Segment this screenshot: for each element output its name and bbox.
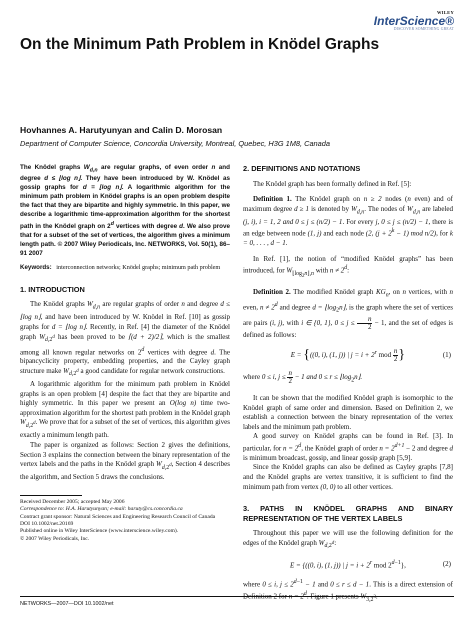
logo-name: InterScience® (373, 14, 454, 28)
defs-paragraph-4: A good survey on Knödel graphs can be found in Ref. [3]. In particular, for $n = 2^d$, the Knödel graph of order $n = 2^{d+1} - 2$ and degree d is minimum broadcast, gossip, and linear gossip graph [5,9]. (243, 432, 453, 462)
footer-rule (20, 596, 454, 597)
keywords: Keywords: interconnection networks; Knödel graphs; minimum path problem (20, 264, 221, 272)
defs-paragraph-5: Since the Knödel graphs can also be defined as Cayley graphs [7,8] and the Knödel graphs are vertex transitive, it is sufficient to find the minimum path from vertex (0, 0) to all other vertices. (243, 463, 453, 491)
equation-1-condition: where 0 ≤ i, j ≤ $\frac{n}{2}$ − 1 and $0 \le r \le ⌊\log_2n⌋$. (243, 368, 363, 385)
wiley-interscience-logo (374, 10, 454, 31)
intro-paragraph-1: The Knödel graphs $W_{d,n}$ are regular graphs of order n and degree d ≤ ⌊log n⌋, and have been introduced by W. Knödel in Ref. [10] as gossip graphs for d = ⌊log n⌋. Recently, in Ref. [4] the diameter of the Knödel graph $W_{d,2^d}$ has been proved to be ⌈(d + 2)/2⌉, which is the smallest among all known regular networks on 2$^d$ vertices with degree d. The bipancyclicity property, embedding properties, and the Cayley graph structure make $W_{d,2^d}$ a good candidate for regular network constructions. (20, 300, 230, 378)
section-heading-introduction: 1. INTRODUCTION (20, 284, 85, 294)
definition-1: Definition 1. The Knödel graph on n ≥ 2 nodes (n even) and of maximum degree d ≥ 1 is denoted by $W_{d,n}$. The nodes of $W_{d,n}$ are labeled (j, i), i = 1, 2 and 0 ≤ j ≤ (n/2) − 1. For every j, 0 ≤ j ≤ (n/2) − 1, there is an edge between node (1, j) and each node (2, $(j + 2^k - 1)$ mod n/2), for k = 0, . . . , d − 1. (243, 195, 454, 248)
paper-title: On the Minimum Path Problem in Knödel Graphs (20, 36, 380, 53)
defs-paragraph-1: The Knödel graph has been formally defined in Ref. [5]: (253, 179, 412, 188)
footnote-divider (20, 495, 82, 496)
section-heading-paths: 3. PATHS IN KNÖDEL GRAPHS AND BINARY REPRESENTATION OF THE VERTEX LABELS (243, 504, 453, 523)
paper-authors: Hovhannes A. Harutyunyan and Calin D. Morosan (20, 125, 223, 135)
logo-tagline: DISCOVER SOMETHING GREAT (393, 27, 454, 31)
page-footer: NETWORKS—2007—DOI 10.1002/net (20, 601, 114, 607)
abstract: The Knödel graphs $W_{d,n}$ are regular graphs, of even order n and degree d ≤ ⌊log n⌋. They have been introduced by W. Knödel as gossip graphs for d = ⌊log n⌋. A logarithmic algorithm for the minimum path problem in Knödel graphs is an open problem despite the fact that they are bipartite and highly symmetric. In this paper, we describe a logarithmic time-approximation algorithm for the shortest path in the Knödel graph on 2$^d$ vertices with degree d. We also prove that for a subset of the set of vertices, the algorithm gives a minimum length path. © 2007 Wiley Periodicals, Inc. NETWORKS, Vol. 50(1), 86–91 2007 (20, 164, 231, 257)
intro-paragraph-3: The paper is organized as follows: Section 2 gives the definitions, Section 3 explains the connection between the binary representation of the vertex labels and the paths in the Knödel graph $W_{d,2^d}$, Section 4 describes the algorithm, and Section 5 draws the conclusions. (20, 441, 230, 482)
paths-paragraph-2: where 0 ≤ i, $j \le 2^{d-1} - 1$ and 0 ≤ r ≤ d − 1. This is a direct extension of Definition 2 for $n = 2^d$. Figure 1 presents $W_{3,2^3}$. (243, 578, 453, 603)
paper-affiliation: Department of Computer Science, Concordia University, Montreal, Quebec, H3G 1M8, Canada (20, 139, 331, 148)
equation-1: E = {((0, i), (1, j)) | $j = i + 2^r$ mod $\frac{n}{2}$ } (1) (290, 346, 451, 363)
defs-paragraph-2: In Ref. [1], the notion of “modified Knödel graphs” has been introduced, for $W_{⌊log_2n⌋,n}$ with $n \ne 2^d$: (243, 254, 453, 280)
paths-paragraph-1: Throughout this paper we will use the following definition for the edges of the Knödel graph $W_{d,2^d}$: (243, 529, 453, 550)
left-column (20, 164, 230, 543)
section-heading-definitions: 2. DEFINITIONS AND NOTATIONS (243, 164, 361, 173)
definition-2: Definition 2. The modified Knödel graph $KG_n$, on n vertices, with n even, $n \ne 2^d$ and degree $d = ⌊\log_2n⌋$, is the graph where the set of vertices are pairs (i, j), with i ∈ {0, 1}, 0 ≤ j ≤ $\frac{n}{2}$ − 1, and the set of edges is defined as follows: (243, 287, 454, 340)
equation-2: E = {((0, i), (1, j)) | $j = i + 2^r$ mod $2^{d-1}$}, (2) (289, 559, 451, 570)
footnotes: Received December 2005; accepted May 2006 Correspondence to: H.A. Harutyunyan; e-mail: haruty@cs.concordia.ca Contract grant sponsor: Natural Sciences and Engineering Research Council of Canada DOI 10.1002/net.20169 Published online in Wiley InterScience (www.interscience.wiley.com). © 2007 Wiley Periodicals, Inc. (20, 498, 216, 542)
logo-brand: WILEY (436, 10, 454, 15)
right-column (243, 164, 453, 605)
intro-paragraph-2: A logarithmic algorithm for the minimum path problem in Knödel graphs is an open problem [4] despite the fact that they are bipartite and highly symmetric. In this paper we present an O(log n) time two-approximation algorithm for the shortest path problem in the Knödel graph $W_{d,2^d}$. We prove that for a subset of the set of vertices, this algorithm gives exactly a minimum length path. (20, 380, 230, 440)
defs-paragraph-3: It can be shown that the modified Knödel graph is isomorphic to the Knödel graph of same order and dimension. Based on Definition 2, we establish a connection between the binary representation of the vertex labels and the minimum path problem. (243, 393, 453, 431)
